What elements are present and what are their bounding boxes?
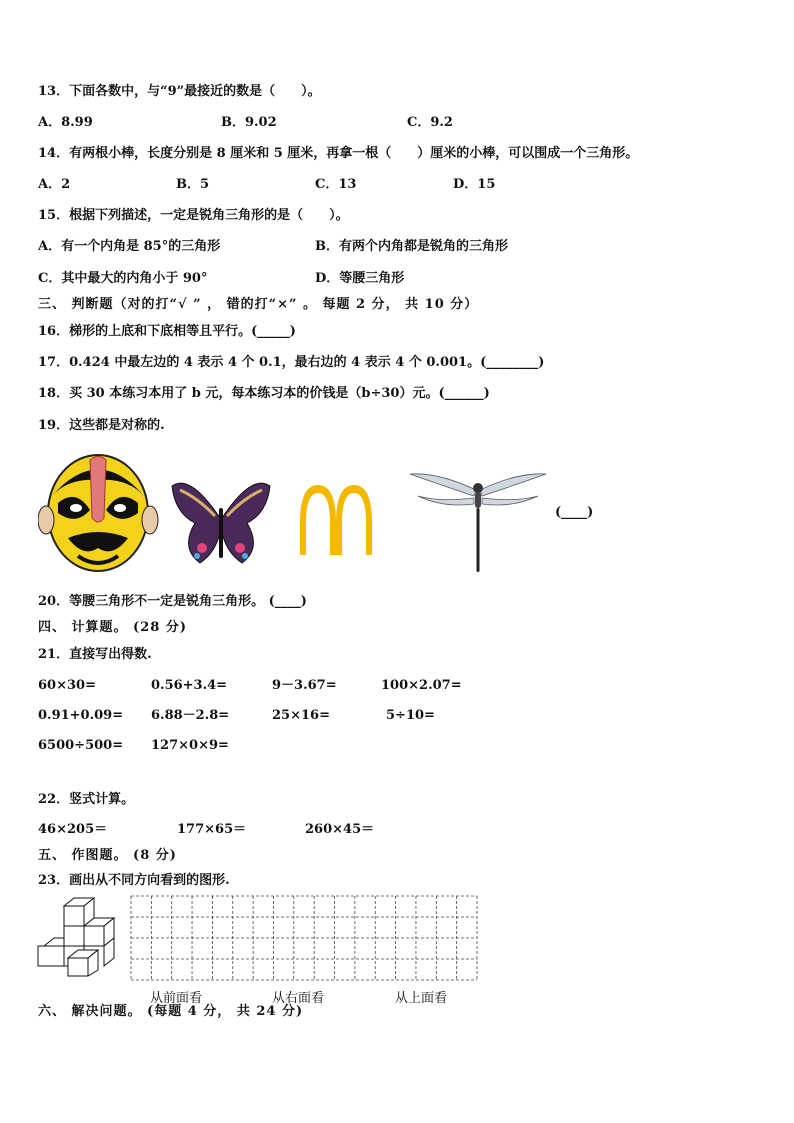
- q21-item: 0.91+0.09=: [38, 708, 124, 723]
- q14-option-d: D．15: [453, 177, 496, 192]
- q13-stem: 13．下面各数中，与“9”最接近的数是（ ）。: [38, 84, 321, 99]
- q15-stem: 15．根据下列描述，一定是锐角三角形的是（ ）。: [38, 208, 349, 223]
- arches-logo-image: [300, 485, 372, 555]
- q22-stem: 22．竖式计算。: [38, 792, 135, 807]
- caption-right-view: 从右面看: [272, 991, 325, 1006]
- q23-stem: 23．画出从不同方向看到的图形.: [38, 873, 230, 888]
- q22-item: 46×205＝: [38, 822, 108, 837]
- q15-option-c: C．其中最大的内角小于 90°: [38, 271, 208, 286]
- section-4-heading: 四、 计算题。 (28 分): [38, 620, 187, 635]
- q22-item: 260×45＝: [305, 822, 375, 837]
- section-6-heading: 六、 解决问题。 (每题 4 分， 共 24 分): [38, 1004, 304, 1019]
- drawing-grid[interactable]: [130, 895, 480, 981]
- q15-option-a: A．有一个内角是 85°的三角形: [38, 239, 221, 254]
- q21-item: 6.88－2.8=: [151, 708, 230, 723]
- q15-option-d: D．等腰三角形: [315, 271, 405, 286]
- q15-option-b: B．有两个内角都是锐角的三角形: [315, 239, 508, 254]
- caption-top-view: 从上面看: [395, 991, 448, 1006]
- dragonfly-image: [410, 474, 546, 572]
- q21-item: 100×2.07=: [381, 678, 462, 693]
- section-5-heading: 五、 作图题。 (8 分): [38, 848, 177, 863]
- q14-option-a: A．2: [38, 177, 71, 192]
- q13-option-b: B．9.02: [221, 115, 277, 130]
- caption-front-view: 从前面看: [150, 991, 203, 1006]
- q21-item: 60×30=: [38, 678, 96, 693]
- q14-stem: 14．有两根小棒，长度分别是 8 厘米和 5 厘米，再拿一根（ ）厘米的小棒，可以围成一个三角形。: [38, 146, 639, 161]
- q21-item: 0.56+3.4=: [151, 678, 228, 693]
- q19-stem: 19．这些都是对称的.: [38, 418, 165, 433]
- q17: 17．0.424 中最左边的 4 表示 4 个 0.1，最右边的 4 表示 4 个 0.001。(________): [38, 355, 545, 370]
- q20: 20．等腰三角形不一定是锐角三角形。 (____): [38, 594, 307, 609]
- q21-item: 5÷10=: [386, 708, 435, 723]
- q13-option-c: C．9.2: [407, 115, 453, 130]
- q21-item: 25×16=: [272, 708, 330, 723]
- q21-stem: 21．直接写出得数.: [38, 647, 152, 662]
- q14-option-b: B．5: [176, 177, 210, 192]
- q13-option-a: A．8.99: [38, 115, 93, 130]
- q19-images: [38, 448, 638, 578]
- q22-item: 177×65＝: [177, 822, 247, 837]
- cube-stack-figure: [36, 896, 120, 978]
- q14-option-c: C．13: [315, 177, 357, 192]
- section-3-heading: 三、 判断题（对的打“√ ” ， 错的打“×” 。 每题 2 分， 共 10 分）: [38, 297, 479, 312]
- q21-item: 9－3.67=: [272, 678, 337, 693]
- butterfly-image: [172, 483, 270, 563]
- q21-item: 6500÷500=: [38, 738, 124, 753]
- q18: 18．买 30 本练习本用了 b 元，每本练习本的价钱是（b÷30）元。(______): [38, 386, 490, 401]
- opera-mask-image: [38, 455, 158, 571]
- q16: 16．梯形的上底和下底相等且平行。(_____): [38, 324, 296, 339]
- q19-blank: (____): [555, 505, 594, 520]
- q21-item: 127×0×9=: [151, 738, 229, 753]
